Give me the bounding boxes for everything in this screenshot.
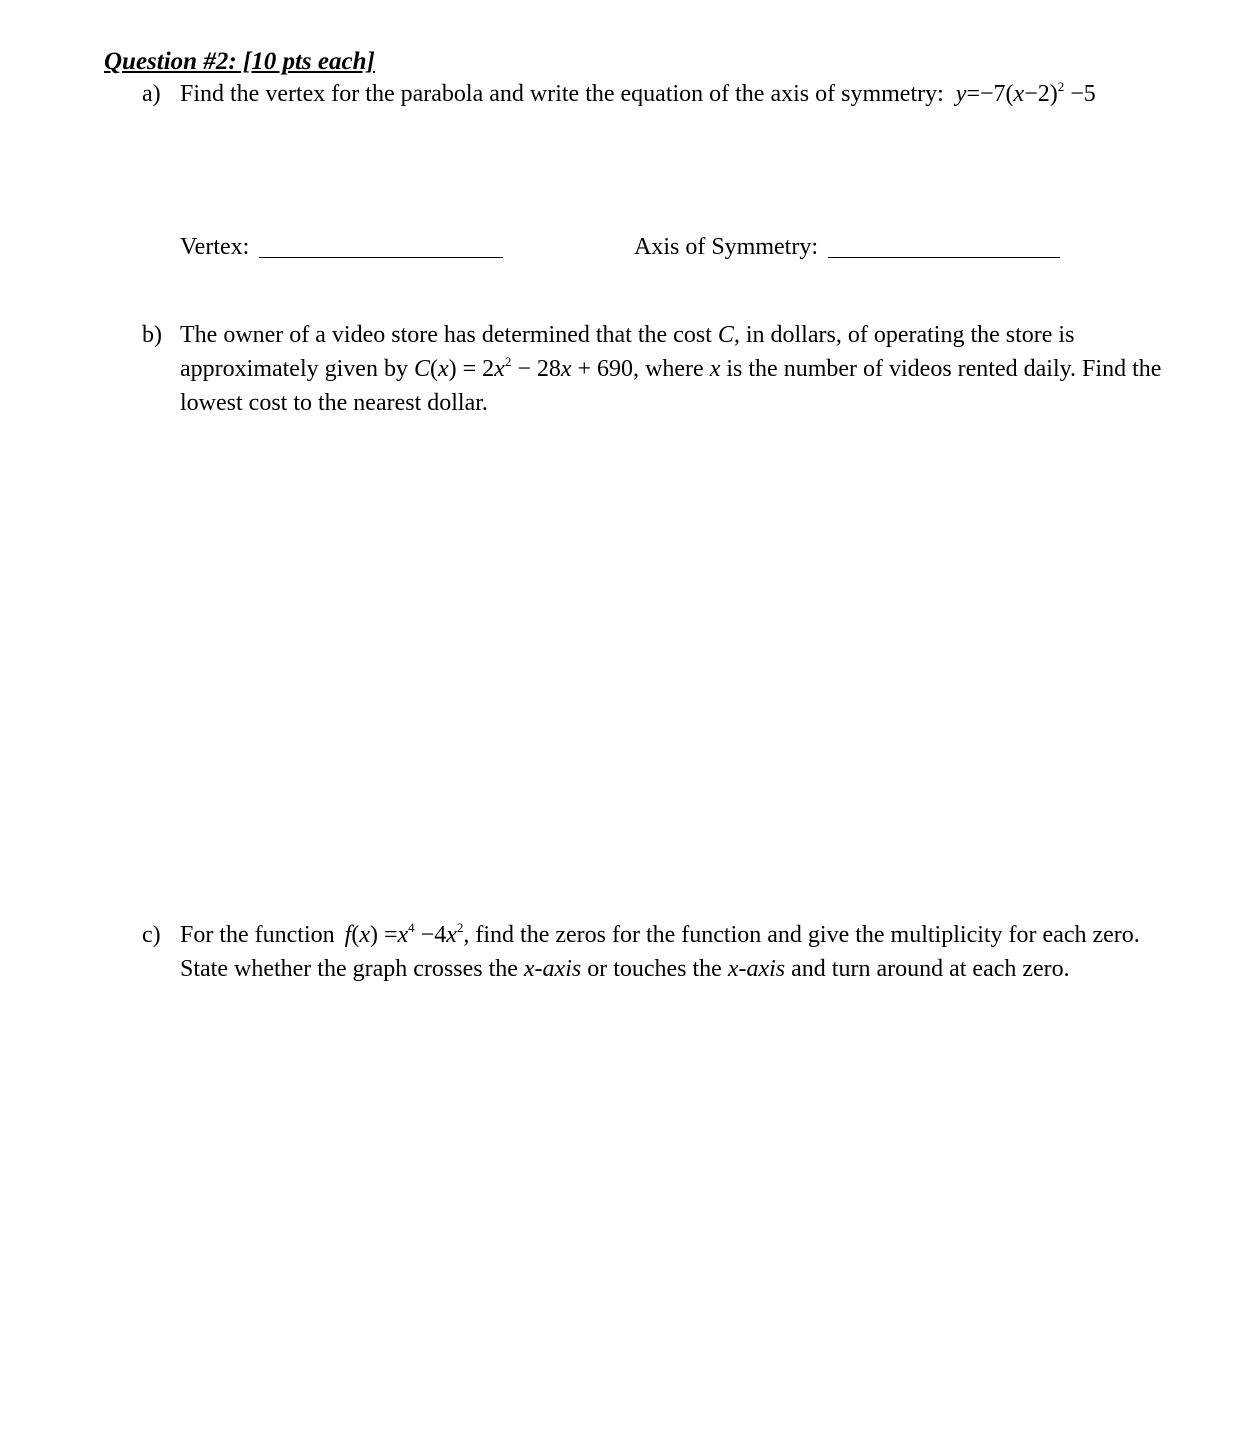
vertex-label: Vertex: [180, 234, 250, 260]
part-a-text: Find the vertex for the parabola and write the equation of the axis of symmetry: [180, 81, 944, 107]
cost-fn-rest1: − 28 [511, 356, 561, 382]
fn-name: f [344, 922, 352, 948]
vertex-blank[interactable] [259, 231, 503, 258]
part-b-text3: where [645, 356, 704, 382]
part-c-label: c) [142, 922, 161, 948]
fn-mid: −4 [414, 922, 447, 948]
part-b-label: b) [142, 322, 162, 348]
eq-coef: −7 [979, 81, 1006, 107]
part-c-axis1: x-axis [523, 956, 582, 982]
eq-minus: − [1024, 81, 1038, 107]
axis-blank[interactable] [828, 231, 1060, 258]
fn-arg: x [359, 922, 370, 948]
vertex-answer-row [180, 230, 503, 264]
cost-fn-var2: x [560, 356, 572, 382]
part-c-text1: For the function [180, 922, 335, 948]
eq-open: ( [1005, 81, 1014, 107]
fn-var2: x [446, 922, 457, 948]
part-c-text4: and turn around at each zero. [791, 956, 1070, 982]
part-b-text2: in dollars, of operating the store is approximately given by [180, 322, 1075, 382]
part-b-function [414, 356, 639, 382]
eq-x: x [1013, 81, 1025, 107]
eq-tail: −5 [1064, 81, 1096, 107]
axis-answer-row [634, 230, 1060, 264]
page-title: Question #2: [10 pts each] [104, 48, 375, 75]
cost-fn-eq: ) = 2 [448, 356, 495, 382]
fn-var1: x [397, 922, 409, 948]
part-c-function [345, 922, 464, 948]
part-b-text1: The owner of a video store has determined that the cost [180, 322, 712, 348]
cost-fn-name: C [413, 356, 430, 382]
fn-eq: ) = [369, 922, 398, 948]
part-b-question [180, 318, 1190, 420]
part-a-equation [956, 81, 1096, 107]
axis-label: Axis of Symmetry: [634, 234, 818, 260]
part-b-var-c: C, [717, 322, 740, 348]
fn-exp2: 2 [456, 920, 464, 935]
part-a-label: a) [142, 81, 161, 107]
part-c-text2: , find the zeros for the function and give the multiplicity for each zero. State whether the graph crosses the [180, 922, 1140, 982]
cost-fn-arg: x [437, 356, 449, 382]
eq-exp: 2 [1057, 79, 1065, 94]
part-a-question [180, 77, 1240, 111]
eq-y: y [955, 81, 967, 107]
eq-close: ) [1049, 81, 1058, 107]
eq-h: 2 [1037, 81, 1050, 107]
cost-fn-exp: 2 [504, 354, 512, 369]
cost-fn-rest2: + 690, [571, 356, 640, 382]
eq-equals: = [966, 81, 980, 107]
fn-open: ( [351, 922, 360, 948]
part-c-text3: or touches the [587, 956, 722, 982]
part-b-var-x: x [709, 356, 721, 382]
fn-exp1: 4 [408, 920, 415, 935]
part-c-axis2: x-axis [727, 956, 786, 982]
cost-fn-open: ( [429, 356, 438, 382]
part-c-question [180, 918, 1180, 986]
part-b-text4: is the number of videos rented daily. Find the lowest cost to the nearest dollar. [180, 356, 1162, 416]
cost-fn-var: x [494, 356, 505, 382]
